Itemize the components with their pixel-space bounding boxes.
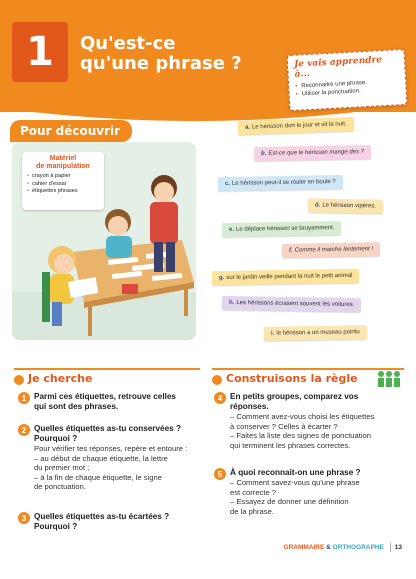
materials-list	[27, 173, 99, 196]
sentence-label-g[interactable]: g. sur le jardin veille pendant la nuit le petit animal	[212, 269, 360, 286]
sentence-label-f[interactable]: f. Comme il marche lentement !	[282, 242, 380, 258]
question-2: 2 Quelles étiquettes as-tu conservées ? Pourquoi ? Pour vérifier tes réponses, repère et entoure : – au début de chaque étiquette, la lettre du premier mot ; – à la fin de chaque étiquette, le signe de ponctuation.	[18, 424, 198, 492]
page-number: 13	[390, 543, 406, 552]
objectives-box	[287, 49, 408, 111]
page-footer: GRAMMAIRE & ORTHOGRAPHE 13	[284, 544, 406, 551]
search-bubble-icon	[14, 375, 24, 385]
objective-item: • Utiliser la ponctuation.	[295, 85, 399, 98]
rule-icon	[212, 375, 222, 385]
question-4: 4 En petits groupes, comparez vos réponses. – Comment avez-vous choisi les étiquettes à conserver ? Celles à écarter ? – Faites la liste des signes de ponctuation qui terminent les phrases correctes.	[214, 392, 404, 450]
page-title: Qu'est-ce qu'une phrase ?	[80, 33, 242, 74]
discover-tab: Pour découvrir	[10, 120, 132, 142]
question-3: 3 Quelles étiquettes as-tu écartées ? Pourquoi ?	[18, 512, 198, 532]
sentence-label-d[interactable]: d. Le hérisson vipères.	[308, 198, 383, 213]
question-5: 5 À quoi reconnait-on une phrase ? – Comment savez-vous qu'une phrase est correcte ? – Essayez de donner une définition de la phrase.	[214, 468, 404, 516]
sentence-label-e[interactable]: e. Le déplace hérisson se bruyamment.	[222, 221, 342, 237]
material-item: • étiquettes phrases	[27, 188, 99, 196]
chapter-number: 1	[12, 22, 68, 82]
materials-title: Matériel de manipulation	[36, 155, 90, 170]
question-1: 1 Parmi ces étiquettes, retrouve celles qui sont des phrases.	[18, 392, 198, 412]
objectives-list	[295, 77, 400, 98]
group-icon	[376, 370, 402, 388]
sentence-label-h[interactable]: h. Les hérissons écrasent souvent les voitures.	[222, 296, 362, 312]
sentence-label-i[interactable]: i. le hérisson a un museau pointu	[264, 325, 367, 341]
objective-item: • Reconnaitre une phrase.	[295, 77, 399, 90]
material-item: • crayon à papier	[27, 173, 99, 181]
materials-box	[22, 152, 104, 210]
je-cherche-header: Je cherche	[14, 368, 200, 390]
construisons-header: Construisons la règle	[212, 368, 404, 390]
objectives-title: Je vais apprendre à...	[293, 55, 383, 80]
sentence-label-b[interactable]: b. Est-ce que le hérisson mange des ?	[254, 145, 371, 161]
sentence-label-c[interactable]: c. Le hérisson peut-il se rouler en boule ?	[218, 175, 343, 191]
sentence-label-a[interactable]: a. Le hérisson dort le jour et vit la nuit.	[238, 117, 354, 135]
material-item: • cahier d'essai	[27, 181, 99, 189]
